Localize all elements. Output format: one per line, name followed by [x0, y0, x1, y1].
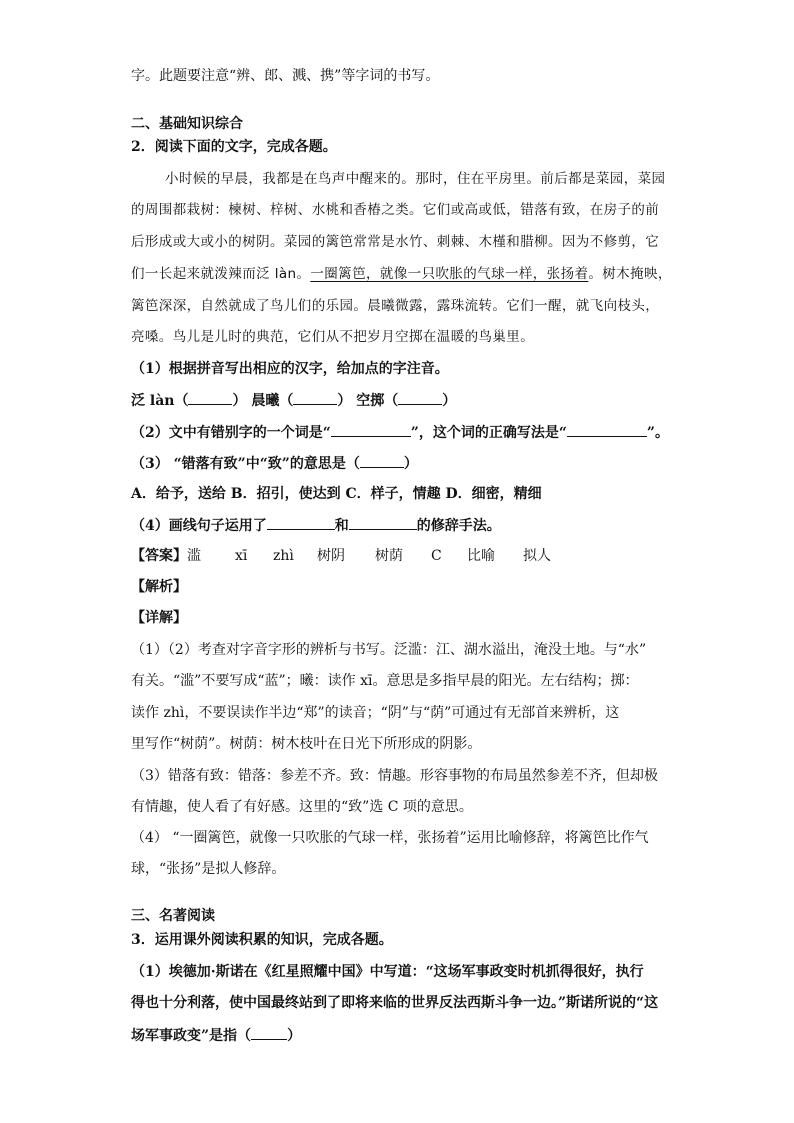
answer-blank[interactable] [567, 422, 647, 437]
answer-line [131, 546, 563, 566]
explanation-line: （1）（2）考查对字音字形的辨析与书写。泛滥：江、湖水溢出，淹没土地。与“水” [131, 642, 647, 658]
answer-item: 滥 [187, 548, 201, 564]
answer-item: 树荫 [375, 548, 403, 564]
answer-blank[interactable] [267, 515, 335, 530]
subquestion-4 [131, 515, 501, 536]
explanation-line: 读作 zhì，不要误读作半边“郑”的读音；“阴”与“荫”可通过有无部首来辨析，这 [131, 705, 620, 721]
analysis-label: 【解析】 [131, 579, 187, 595]
explanation-line: 有情趣，使人看了有好感。这里的“致”选 C 项的意思。 [131, 799, 473, 815]
explanation-line: 里写作“树荫”。树荫：树木枝叶在日光下所形成的阴影。 [131, 736, 482, 752]
answer-blank[interactable] [293, 390, 337, 405]
answer-blank[interactable] [360, 453, 404, 468]
reading-line: （1）埃德加·斯诺在《红星照耀中国》中写道：“这场军事政变时机抓得很好，执行 [131, 964, 644, 980]
label: ） [442, 393, 457, 409]
detail-label: 【详解】 [131, 610, 187, 626]
answer-label: 【答案】 [131, 548, 187, 564]
label: ） [403, 456, 418, 472]
explanation-line: （4） “一圈篱笆，就像一只吹胀的气球一样，张扬着”运用比喻修辞，将篱笆比作气 [131, 830, 649, 846]
underlined-sentence: 一圈篱笆，就像一只吹胀的气球一样，张扬着 [310, 266, 589, 282]
answer-blank[interactable] [349, 515, 417, 530]
subquestion-1-blanks [131, 390, 456, 411]
answer-item: 比喻 [467, 548, 495, 564]
label: （2）文中有错别字的一个词是“ [131, 425, 331, 441]
section-heading-3: 三、名著阅读 [131, 908, 215, 924]
explanation-line: 有关。“滥”不要写成“蓝”；曦：读作 xī。意思是多指早晨的阳光。左右结构；掷： [131, 673, 639, 689]
label: 泛 làn（ [131, 393, 189, 409]
passage-text: 们一长起来就泼辣而泛 làn。 [131, 266, 311, 282]
text-line: 字。此题要注意“辨、郎、溅、携”等字词的书写。 [131, 68, 440, 84]
subquestion-3 [131, 453, 418, 474]
answer-item: xī [235, 548, 248, 564]
reading-line [131, 1025, 301, 1046]
passage-line: 亮嗓。鸟儿是儿时的典范，它们从不把岁月空掷在温暖的鸟巢里。 [131, 329, 535, 345]
answer-item: C [431, 548, 442, 564]
passage-line: 篱笆深深，自然就成了鸟儿们的乐园。晨曦微露，露珠流转。它们一醒，就飞向枝头， [131, 298, 660, 314]
label: ”。 [646, 425, 669, 441]
subquestion-2 [131, 422, 669, 443]
answer-item: 树阴 [317, 548, 345, 564]
passage-line [131, 264, 672, 284]
passage-line: 小时候的早晨，我都是在鸟声中醒来的。那时，住在平房里。前后都是菜园，菜园 [165, 171, 666, 187]
label: （4）画线句子运用了 [131, 518, 267, 534]
label: 和 [334, 518, 349, 534]
subquestion-1: （1）根据拼音写出相应的汉字，给加点的字注音。 [131, 361, 449, 377]
label: ） 晨曦（ [232, 393, 294, 409]
options: A．给予，送给 B．招引，使达到 C．样子，情趣 D．细密，精细 [131, 486, 542, 502]
label: （3） “错落有致”中“致”的意思是（ [131, 456, 360, 472]
answer-blank[interactable] [331, 422, 411, 437]
label: ） 空掷（ [337, 393, 399, 409]
label: 的修辞手法。 [416, 518, 501, 534]
answer-blank[interactable] [251, 1025, 287, 1040]
label: ”，这个词的正确写法是“ [410, 425, 567, 441]
label: 场军事政变”是指（ [131, 1028, 252, 1044]
question-2-title: 2．阅读下面的文字，完成各题。 [131, 139, 337, 155]
answer-blank[interactable] [188, 390, 232, 405]
explanation-line: 球，“张扬”是拟人修辞。 [131, 861, 286, 877]
passage-line: 后形成或大或小的树阴。菜园的篱笆常常是水竹、刺棘、木槿和腊柳。因为不修剪，它 [131, 234, 660, 250]
label: ） [287, 1028, 302, 1044]
explanation-line: （3）错落有致：错落：参差不齐。致：情趣。形容事物的布局虽然参差不齐，但却极 [131, 768, 658, 784]
section-heading-2: 二、基础知识综合 [131, 116, 243, 132]
reading-line: 得也十分利落，使中国最终站到了即将来临的世界反法西斯斗争一边。”斯诺所说的“这 [131, 995, 659, 1011]
question-3-title: 3．运用课外阅读积累的知识，完成各题。 [131, 932, 393, 948]
answer-item: zhì [273, 548, 294, 564]
passage-line: 的周围都栽树：楝树、梓树、水桃和香椿之类。它们或高或低，错落有致，在房子的前 [131, 202, 660, 218]
passage-text: 。树木掩映， [588, 266, 672, 282]
answer-blank[interactable] [398, 390, 442, 405]
answer-item: 拟人 [523, 548, 551, 564]
